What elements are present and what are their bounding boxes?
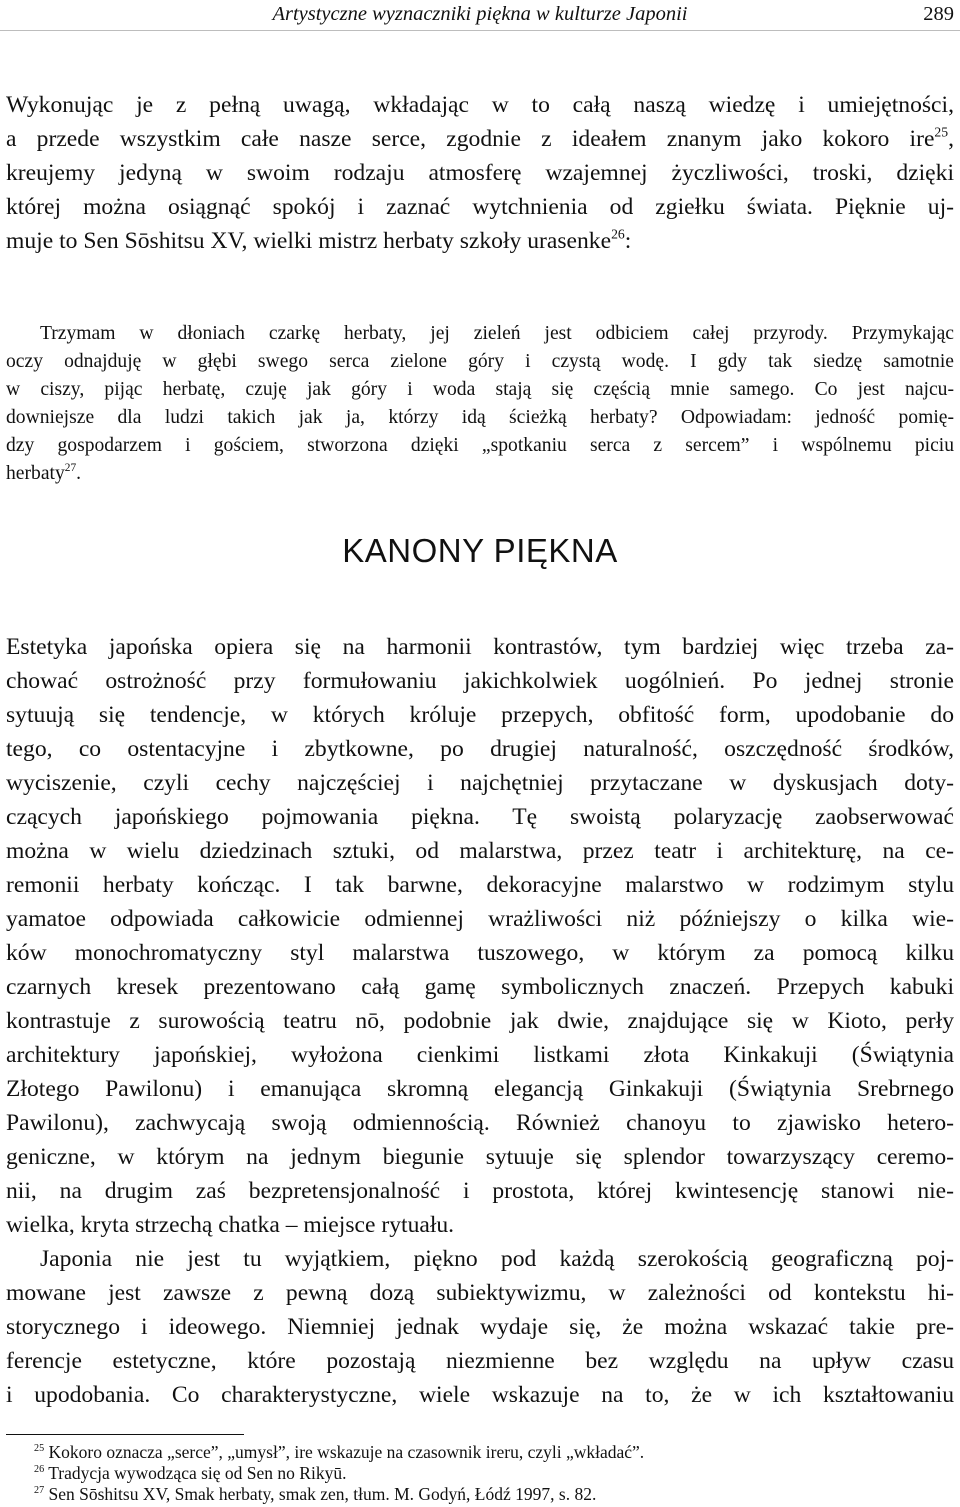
section-heading: KANONY PIĘKNA <box>342 532 618 569</box>
text-line: ferencje estetyczne, które pozostają niezmienne bez względu na upływ czasu <box>6 1348 954 1374</box>
text-line: muje to Sen Sōshitsu XV, wielki mistrz herbaty szkoły urasenke$^{26}$: <box>6 226 632 254</box>
text-line: yamatoe odpowiada całkowicie odmiennej wrażliwości niż późniejszy o kilka wie- <box>6 906 954 932</box>
footnote: $^{25}$ Kokoro oznacza „serce”, „umysł”, ire wskazuje na czasownik ireru, czyli „wkładać”. <box>34 1442 645 1462</box>
footnote: $^{27}$ Sen Sōshitsu XV, Smak herbaty, smak zen, tłum. M. Godyń, Łódź 1997, s. 82. <box>34 1484 597 1504</box>
text-line: Estetyka japońska opiera się na harmonii kontrastów, tym bardziej więc trzeba za- <box>6 634 954 660</box>
text-line: remonii herbaty kończąc. I tak barwne, dekoracyjne malarstwo w rodzimym stylu <box>6 872 954 898</box>
text-line: tego, co ostentacyjne i zbytkowne, po drugiej naturalność, oszczędność środków, <box>6 736 954 762</box>
text-line: i upodobania. Co charakterystyczne, wiele wskazuje na to, że w ich kształtowaniu <box>6 1382 954 1408</box>
quote-line: herbaty$^{27}$. <box>6 462 82 484</box>
footnote-number: 26 <box>34 1463 45 1475</box>
text-line: sytuują się tendencje, w których króluje przepych, obfitość form, upodobanie do <box>6 702 954 728</box>
text-line: mowane jest zawsze z pewną dozą subiektywizmu, w zależności od kontekstu hi- <box>6 1280 954 1306</box>
footnote-divider <box>6 1434 244 1435</box>
text-line: geniczne, w którym na jednym biegunie sytuuje się splendor towarzyszący ceremo- <box>6 1144 954 1170</box>
page-number: 289 <box>923 3 954 25</box>
text-line: czących japońskiego pojmowania piękna. Tę swoistą polaryzację zaobserwować <box>6 804 954 830</box>
text-line: ków monochromatyczny styl malarstwa tuszowego, w którym za pomocą kilku <box>6 940 954 966</box>
text-line: kontrastuje z surowością teatru nō, podobnie jak dwie, znajdujące się w Kioto, perły <box>6 1008 954 1034</box>
footnote-ref: 25 <box>934 124 949 140</box>
text-line: wielka, kryta strzechą chatka – miejsce rytuału. <box>6 1212 455 1238</box>
footnote-number: 27 <box>34 1484 45 1496</box>
text-line: można w wielu dziedzinach sztuki, od malarstwa, przez teatr i architekturę, na ce- <box>6 838 954 864</box>
text-line: chować ostrożność przy formułowaniu jakichkolwiek uogólnień. Po jednej stronie <box>6 668 954 694</box>
text-line: czarnych kresek prezentowano całą gamę symbolicznych znaczeń. Przepych kabuki <box>6 974 954 1000</box>
text-line: której można osiągnąć spokój i zaznać wytchnienia od zgiełku świata. Pięknie uj- <box>6 194 954 220</box>
footnote-ref: 27 <box>64 462 77 475</box>
quote-line: downiejsze dla ludzi takich jak ja, którzy idą ścieżką herbaty? Odpowiadam: jedność pomię- <box>6 407 954 428</box>
text-line: nii, na drugim zaś bezpretensjonalność i prostota, której kwintesencję stanowi nie- <box>6 1178 954 1204</box>
quote-line: dzy gospodarzem i gościem, stworzona dzięki „spotkaniu serca z sercem” i wspólnemu piciu <box>6 435 954 456</box>
text-line: architektury japońskiej, wyłożona cienkimi listkami złota Kinkakuji (Świątynia <box>6 1042 954 1068</box>
text-line: wyciszenie, czyli cechy najczęściej i najchętniej przytaczane w dyskusjach doty- <box>6 770 954 796</box>
text-line: kreujemy jedyną w swoim rodzaju atmosferę wzajemnej życzliwości, troski, dzięki <box>6 160 954 186</box>
footnote-ref: 26 <box>611 226 625 242</box>
text-line: a przede wszystkim całe nasze serce, zgodnie z ideałem znanym jako kokoro ire$^{25}$, <box>6 124 954 152</box>
footnote-number: 25 <box>34 1442 45 1454</box>
quote-line: Trzymam w dłoniach czarkę herbaty, jej zieleń jest odbiciem całej przyrody. Przymykając <box>40 323 954 344</box>
text-line: Złotego Pawilonu) i emanująca skromną elegancją Ginkakuji (Świątynia Srebrnego <box>6 1076 954 1102</box>
text-line: Pawilonu), zachwycają swoją odmiennością. Również chanoyu to zjawisko hetero- <box>6 1110 954 1136</box>
quote-line: w ciszy, pijąc herbatę, czuję jak góry i woda stają się częścią mnie samego. Co jest najcu- <box>6 379 954 400</box>
text-line: storycznego i ideowego. Niemniej jednak wydaje się, że można wskazać takie pre- <box>6 1314 954 1340</box>
running-header <box>0 0 960 31</box>
footnote: $^{26}$ Tradycja wywodząca się od Sen no Rikyū. <box>34 1463 347 1483</box>
text-line: Wykonując je z pełną uwagą, wkładając w to całą naszą wiedzę i umiejętności, <box>6 92 954 118</box>
text-line: Japonia nie jest tu wyjątkiem, piękno pod każdą szerokością geograficzną poj- <box>40 1246 954 1272</box>
quote-line: oczy odnajduję w głębi swego serca zielone góry i czystą wodę. I gdy tak siedzę samotnie <box>6 351 954 372</box>
running-head-title: Artystyczne wyznaczniki piękna w kulturze Japonii <box>272 3 688 25</box>
